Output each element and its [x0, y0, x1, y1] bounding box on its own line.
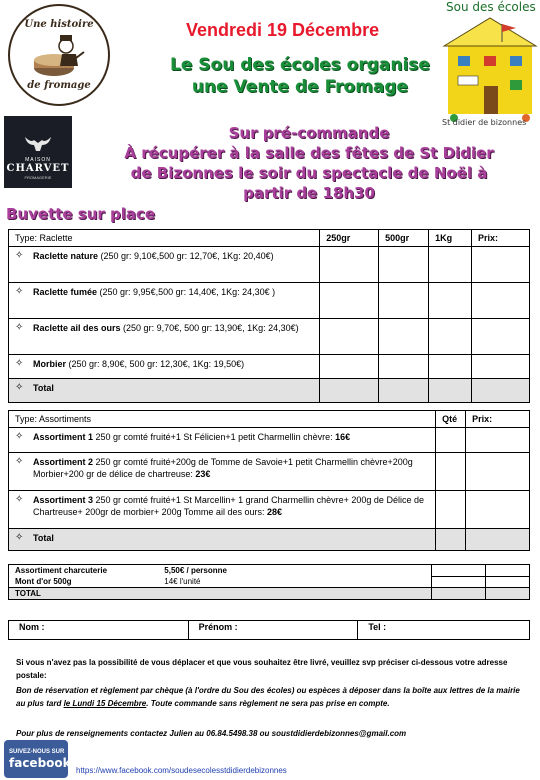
product-price: 16€ [335, 432, 351, 442]
qty-250gr-field[interactable] [320, 319, 379, 355]
charvet-maison-text: MAISON [25, 157, 51, 163]
product-name: Raclette fumée [33, 287, 98, 297]
col-250gr: 250gr [320, 230, 379, 247]
total-qty-field[interactable] [436, 529, 466, 551]
product-name: Assortiment 1 [33, 432, 94, 442]
diamond-bullet-icon: ✧ [15, 322, 24, 333]
price-field[interactable] [466, 428, 530, 453]
mont-dor-qty-field[interactable] [432, 576, 486, 588]
product-contents: 250 gr comté fruité+200g de Tomme de Savoie+1 petit Charmellin chèvre+200g Morbier+200 gr de délice de chartreuse: [33, 457, 413, 479]
table-row [9, 355, 530, 379]
product-contents: 250 gr comté fruité+1 St Marcellin+ 1 grand Charmellin chèvre+ 200g de Délice de Chartreuse+ 200gr de morbier+ 200g Tomme ail des ours: [33, 495, 424, 517]
maison-charvet-logo [4, 116, 72, 188]
nom-field[interactable]: Nom : [9, 621, 189, 640]
diamond-bullet-icon: ✧ [15, 250, 24, 261]
une-histoire-de-fromage-logo [8, 4, 110, 106]
extras-total-qty-field[interactable] [432, 588, 486, 600]
total-500gr-field[interactable] [379, 379, 429, 403]
table-row [9, 428, 530, 453]
prenom-field[interactable]: Prénom : [188, 621, 358, 640]
tel-field[interactable]: Tel : [358, 621, 530, 640]
total-price-field[interactable] [466, 529, 530, 551]
total-cell [9, 379, 320, 403]
total-250gr-field[interactable] [320, 379, 379, 403]
price-field[interactable] [472, 283, 530, 319]
diamond-bullet-icon: ✧ [15, 382, 24, 393]
product-price: 28€ [266, 507, 282, 517]
qty-250gr-field[interactable] [320, 355, 379, 379]
table-row [9, 453, 530, 491]
assort-total-row [9, 529, 530, 551]
diamond-bullet-icon: ✧ [15, 286, 24, 297]
qty-1kg-field[interactable] [429, 319, 472, 355]
mont-dor-price: 14€ l'unité [158, 576, 431, 588]
raclette-header-row [9, 230, 530, 247]
logo-bottom-text: de fromage [27, 80, 91, 91]
product-prices: (250 gr: 9,10€,500 gr: 12,70€, 1Kg: 20,40€) [98, 251, 274, 261]
extras-total-field[interactable] [486, 588, 530, 600]
charvet-sub-text: FROMAGERIE [24, 175, 52, 180]
table-row [9, 565, 530, 577]
facebook-badge-text: facebook [9, 755, 71, 770]
headline [150, 54, 450, 98]
product-prices: (250 gr: 8,90€, 500 gr: 12,30€, 1Kg: 19,50€) [66, 359, 245, 369]
qty-500gr-field[interactable] [379, 355, 429, 379]
table-row [9, 576, 530, 588]
qty-field[interactable] [436, 428, 466, 453]
qty-250gr-field[interactable] [320, 247, 379, 283]
col-qte: Qté [436, 411, 466, 428]
qty-1kg-field[interactable] [429, 247, 472, 283]
diamond-bullet-icon: ✧ [15, 456, 24, 467]
qty-field[interactable] [436, 491, 466, 529]
table-row [9, 319, 530, 355]
total-cell [9, 529, 436, 551]
sou-logo-title: Sou des écoles [446, 0, 536, 14]
bull-head-icon [23, 133, 53, 153]
price-field[interactable] [472, 319, 530, 355]
sou-des-ecoles-logo [440, 0, 540, 130]
diamond-bullet-icon: ✧ [15, 532, 24, 543]
cheese-figure-icon [32, 32, 86, 78]
headline-line-2: une Vente de Fromage [191, 77, 409, 97]
qty-250gr-field[interactable] [320, 283, 379, 319]
qty-500gr-field[interactable] [379, 319, 429, 355]
charcuterie-label: Assortiment charcuterie [9, 565, 159, 577]
total-1kg-field[interactable] [429, 379, 472, 403]
raclette-type-label: Type: Raclette [9, 230, 320, 247]
product-name: Assortiment 2 [33, 457, 94, 467]
charvet-name-text: CHARVET [6, 163, 70, 174]
buvette-notice: Buvette sur place [6, 205, 156, 223]
order-deadline: le Lundi 15 Décembre [63, 699, 147, 708]
logo-top-text: Une histoire [24, 19, 94, 30]
assort-header-row [9, 411, 530, 428]
product-cell [9, 283, 320, 319]
order-instructions [16, 684, 526, 710]
price-field[interactable] [472, 247, 530, 283]
price-field[interactable] [466, 453, 530, 491]
announce-line-3: de Bizonnes le soir du spectacle de Noël à [130, 164, 488, 182]
diamond-bullet-icon: ✧ [15, 431, 24, 442]
product-cell [9, 355, 320, 379]
col-500gr: 500gr [379, 230, 429, 247]
total-price-field[interactable] [472, 379, 530, 403]
product-cell [9, 247, 320, 283]
extras-table [8, 564, 530, 600]
contact-row [9, 621, 530, 640]
price-field[interactable] [472, 355, 530, 379]
table-row [9, 247, 530, 283]
pickup-announcement [78, 123, 540, 203]
extras-total-label: TOTAL [9, 588, 432, 600]
qty-1kg-field[interactable] [429, 283, 472, 319]
facebook-badge[interactable] [4, 740, 71, 778]
sou-logo-subtitle: St didier de bizonnes [442, 118, 527, 127]
assortiments-order-table [8, 410, 530, 551]
contact-info: Pour plus de renseignements contactez Julien au 06.84.5498.38 ou soustdidierdebizonnes@gmail.com [16, 729, 407, 738]
qty-500gr-field[interactable] [379, 283, 429, 319]
product-name: Raclette nature [33, 251, 99, 261]
announce-line-4: partir de 18h30 [243, 184, 375, 202]
product-contents: 250 gr comté fruité+1 St Félicien+1 petit Charmellin chèvre: [93, 432, 336, 442]
table-row [9, 283, 530, 319]
event-date: Vendredi 19 Décembre [186, 20, 380, 40]
price-field[interactable] [466, 491, 530, 529]
product-name: Raclette ail des ours [33, 323, 121, 333]
order-text-end: . Toute commande sans règlement ne sera pas prise en compte. [146, 699, 390, 708]
announce-line-1: Sur pré-commande [228, 124, 390, 142]
col-1kg: 1Kg [429, 230, 472, 247]
table-row [9, 491, 530, 529]
total-label: Total [33, 383, 54, 393]
col-prix: Prix: [466, 411, 530, 428]
qty-field[interactable] [436, 453, 466, 491]
product-cell [9, 319, 320, 355]
diamond-bullet-icon: ✧ [15, 494, 24, 505]
mont-dor-label: Mont d'or 500g [9, 576, 159, 588]
product-prices: (250 gr: 9,95€,500 gr: 14,40€, 1Kg: 24,30€ ) [97, 287, 276, 297]
col-prix: Prix: [472, 230, 530, 247]
headline-line-1: Le Sou des écoles organise [170, 55, 430, 75]
charcuterie-total-field[interactable] [486, 565, 530, 577]
assort-type-label: Type: Assortiments [9, 411, 436, 428]
extras-total-row [9, 588, 530, 600]
product-name: Assortiment 3 [33, 495, 94, 505]
raclette-order-table [8, 229, 530, 403]
announce-line-2: À récupérer à la salle des fêtes de St Didier [124, 144, 494, 162]
product-cell [9, 491, 436, 529]
qty-500gr-field[interactable] [379, 247, 429, 283]
product-cell [9, 428, 436, 453]
charcuterie-qty-field[interactable] [432, 565, 486, 577]
school-drawing-icon [440, 14, 540, 126]
diamond-bullet-icon: ✧ [15, 358, 24, 369]
mont-dor-total-field[interactable] [486, 576, 530, 588]
total-label: Total [33, 533, 54, 543]
charcuterie-price: 5,50€ / personne [158, 565, 431, 577]
product-prices: (250 gr: 9,70€, 500 gr: 13,90€, 1Kg: 24,30€) [120, 323, 299, 333]
product-price: 23€ [195, 469, 211, 479]
order-text-start: Bon de réservation et règlement par chèque (à l'ordre du Sou des écoles) ou espèces à déposer dans la boîte aux lettres de la mairie au plus tard [16, 686, 520, 708]
facebook-url-link[interactable]: https://www.facebook.com/soudesecolesstdidierdebizonnes [76, 766, 287, 775]
product-cell [9, 453, 436, 491]
qty-1kg-field[interactable] [429, 355, 472, 379]
raclette-total-row [9, 379, 530, 403]
delivery-note: Si vous n'avez pas la possibilité de vous déplacer et que vous souhaitez être livré, veuillez svp préciser ci-dessous votre adresse postale: [16, 658, 508, 680]
facebook-badge-small-text: SUIVEZ-NOUS SUR [9, 748, 65, 755]
contact-table [8, 620, 530, 640]
product-name: Morbier [33, 359, 67, 369]
